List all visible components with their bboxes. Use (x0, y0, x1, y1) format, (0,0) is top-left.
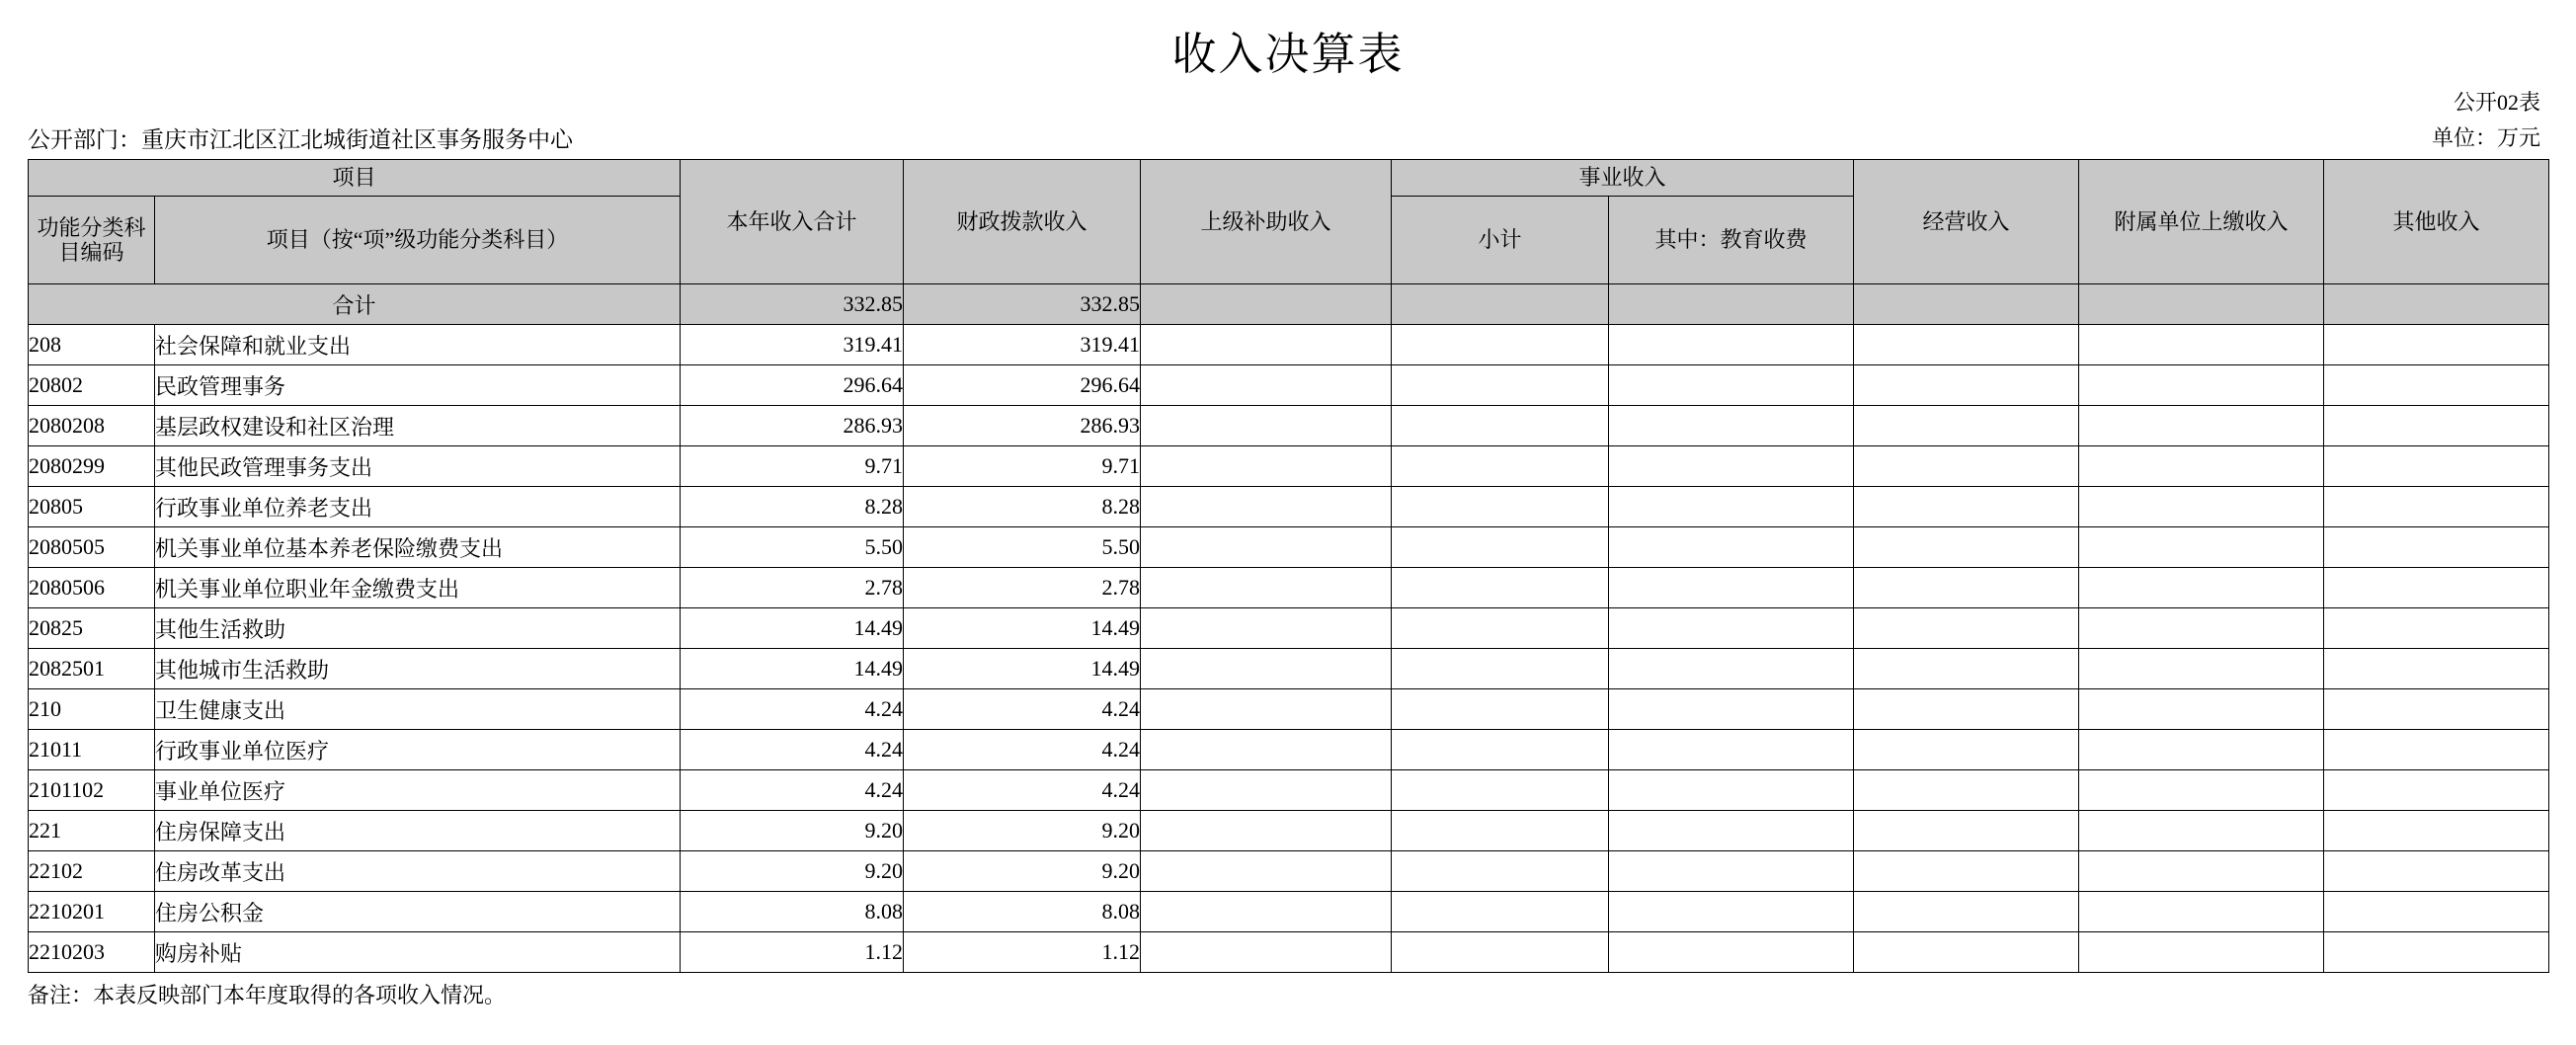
table-row (29, 608, 2549, 649)
header-business-income-group: 事业收入 (1392, 160, 1854, 197)
row-business-education-fee (1609, 892, 1854, 932)
row-other-income (2324, 932, 2549, 973)
table-row (29, 811, 2549, 851)
row-year-total: 2.78 (681, 568, 904, 608)
row-superior-subsidy (1141, 325, 1392, 365)
row-affiliated-unit-payment (2079, 568, 2324, 608)
row-fiscal-appropriation: 9.20 (904, 851, 1141, 892)
row-operating-income (1854, 730, 2079, 770)
row-year-total: 4.24 (681, 770, 904, 811)
row-item-name: 基层政权建设和社区治理 (155, 406, 681, 446)
row-year-total: 296.64 (681, 365, 904, 406)
row-year-total: 8.08 (681, 892, 904, 932)
row-year-total: 4.24 (681, 689, 904, 730)
row-fiscal-appropriation: 14.49 (904, 608, 1141, 649)
row-year-total: 9.20 (681, 811, 904, 851)
row-fiscal-appropriation: 4.24 (904, 770, 1141, 811)
row-operating-income (1854, 892, 2079, 932)
row-business-education-fee (1609, 365, 1854, 406)
row-item-name: 其他城市生活救助 (155, 649, 681, 689)
table-row (29, 649, 2549, 689)
page-title: 收入决算表 (1171, 30, 1405, 79)
row-operating-income (1854, 932, 2079, 973)
unit-line: 单位：万元 (2431, 125, 2540, 150)
table-row (29, 892, 2549, 932)
table-row (29, 406, 2549, 446)
row-item-name: 其他民政管理事务支出 (155, 446, 681, 487)
row-business-education-fee (1609, 689, 1854, 730)
row-year-total: 319.41 (681, 325, 904, 365)
row-function-code: 2101102 (29, 770, 155, 811)
row-function-code: 20825 (29, 608, 155, 649)
row-function-code: 22102 (29, 851, 155, 892)
row-function-code: 2082501 (29, 649, 155, 689)
income-final-accounts-table (28, 159, 2549, 973)
header-business-subtotal: 小计 (1392, 197, 1609, 284)
row-fiscal-appropriation: 8.28 (904, 487, 1141, 527)
row-superior-subsidy (1141, 487, 1392, 527)
table-row (29, 446, 2549, 487)
row-operating-income (1854, 487, 2079, 527)
row-affiliated-unit-payment (2079, 892, 2324, 932)
header-other-income: 其他收入 (2324, 160, 2549, 284)
total-business-subtotal (1392, 284, 1609, 325)
table-row (29, 851, 2549, 892)
row-item-name: 其他生活救助 (155, 608, 681, 649)
row-business-education-fee (1609, 406, 1854, 446)
row-business-subtotal (1392, 689, 1609, 730)
row-year-total: 9.20 (681, 851, 904, 892)
row-other-income (2324, 365, 2549, 406)
row-item-name: 住房公积金 (155, 892, 681, 932)
row-operating-income (1854, 325, 2079, 365)
row-item-name: 机关事业单位基本养老保险缴费支出 (155, 527, 681, 568)
row-other-income (2324, 811, 2549, 851)
row-business-education-fee (1609, 446, 1854, 487)
row-operating-income (1854, 851, 2079, 892)
row-business-subtotal (1392, 649, 1609, 689)
row-business-education-fee (1609, 649, 1854, 689)
row-other-income (2324, 487, 2549, 527)
table-row (29, 527, 2549, 568)
row-fiscal-appropriation: 286.93 (904, 406, 1141, 446)
row-business-subtotal (1392, 487, 1609, 527)
row-item-name: 住房改革支出 (155, 851, 681, 892)
row-fiscal-appropriation: 9.71 (904, 446, 1141, 487)
row-business-subtotal (1392, 365, 1609, 406)
row-function-code: 2210203 (29, 932, 155, 973)
row-item-name: 事业单位医疗 (155, 770, 681, 811)
row-year-total: 8.28 (681, 487, 904, 527)
row-business-subtotal (1392, 932, 1609, 973)
header-item-group: 项目 (29, 160, 681, 197)
row-superior-subsidy (1141, 730, 1392, 770)
row-other-income (2324, 325, 2549, 365)
row-business-education-fee (1609, 487, 1854, 527)
row-superior-subsidy (1141, 851, 1392, 892)
page (0, 18, 2576, 1045)
form-number: 公开02表 (2453, 90, 2540, 115)
row-superior-subsidy (1141, 365, 1392, 406)
table-row (29, 770, 2549, 811)
row-year-total: 9.71 (681, 446, 904, 487)
header-year-total: 本年收入合计 (681, 160, 904, 284)
department-line: 公开部门：重庆市江北区江北城街道社区事务服务中心 (28, 127, 573, 152)
row-fiscal-appropriation: 4.24 (904, 730, 1141, 770)
row-affiliated-unit-payment (2079, 365, 2324, 406)
row-operating-income (1854, 689, 2079, 730)
row-operating-income (1854, 446, 2079, 487)
row-business-education-fee (1609, 568, 1854, 608)
row-business-subtotal (1392, 527, 1609, 568)
row-function-code: 2210201 (29, 892, 155, 932)
footnote: 备注：本表反映部门本年度取得的各项收入情况。 (28, 983, 507, 1007)
row-other-income (2324, 527, 2549, 568)
row-other-income (2324, 892, 2549, 932)
row-other-income (2324, 689, 2549, 730)
table-header-row-1 (29, 160, 2549, 197)
row-business-education-fee (1609, 325, 1854, 365)
row-affiliated-unit-payment (2079, 649, 2324, 689)
row-other-income (2324, 568, 2549, 608)
row-other-income (2324, 730, 2549, 770)
table-row (29, 325, 2549, 365)
row-function-code: 2080299 (29, 446, 155, 487)
row-item-name: 民政管理事务 (155, 365, 681, 406)
row-business-subtotal (1392, 892, 1609, 932)
table-row (29, 730, 2549, 770)
row-superior-subsidy (1141, 649, 1392, 689)
row-affiliated-unit-payment (2079, 932, 2324, 973)
header-business-education-fee: 其中：教育收费 (1609, 197, 1854, 284)
row-business-education-fee (1609, 608, 1854, 649)
row-fiscal-appropriation: 14.49 (904, 649, 1141, 689)
row-business-education-fee (1609, 851, 1854, 892)
header-superior-subsidy: 上级补助收入 (1141, 160, 1392, 284)
total-row (29, 284, 2549, 325)
row-business-education-fee (1609, 730, 1854, 770)
total-affiliated-unit-payment (2079, 284, 2324, 325)
row-affiliated-unit-payment (2079, 770, 2324, 811)
row-affiliated-unit-payment (2079, 689, 2324, 730)
row-affiliated-unit-payment (2079, 851, 2324, 892)
meta-row (28, 121, 2548, 157)
row-function-code: 221 (29, 811, 155, 851)
row-business-subtotal (1392, 730, 1609, 770)
row-business-subtotal (1392, 325, 1609, 365)
row-item-name: 住房保障支出 (155, 811, 681, 851)
row-other-income (2324, 770, 2549, 811)
row-superior-subsidy (1141, 770, 1392, 811)
row-operating-income (1854, 649, 2079, 689)
total-superior-subsidy (1141, 284, 1392, 325)
row-operating-income (1854, 406, 2079, 446)
row-year-total: 1.12 (681, 932, 904, 973)
total-fiscal-appropriation: 332.85 (904, 284, 1141, 325)
row-operating-income (1854, 608, 2079, 649)
row-fiscal-appropriation: 2.78 (904, 568, 1141, 608)
header-affiliated-unit-payment: 附属单位上缴收入 (2079, 160, 2324, 284)
row-other-income (2324, 406, 2549, 446)
row-function-code: 2080506 (29, 568, 155, 608)
header-fiscal-appropriation: 财政拨款收入 (904, 160, 1141, 284)
row-business-subtotal (1392, 446, 1609, 487)
table-row (29, 932, 2549, 973)
row-superior-subsidy (1141, 608, 1392, 649)
table-row (29, 365, 2549, 406)
row-fiscal-appropriation: 1.12 (904, 932, 1141, 973)
row-business-subtotal (1392, 568, 1609, 608)
row-business-subtotal (1392, 811, 1609, 851)
row-operating-income (1854, 811, 2079, 851)
row-superior-subsidy (1141, 892, 1392, 932)
row-year-total: 4.24 (681, 730, 904, 770)
row-function-code: 210 (29, 689, 155, 730)
header-function-code: 功能分类科目编码 (29, 197, 155, 284)
row-superior-subsidy (1141, 689, 1392, 730)
row-business-subtotal (1392, 770, 1609, 811)
row-item-name: 行政事业单位养老支出 (155, 487, 681, 527)
total-label: 合计 (29, 284, 681, 325)
row-affiliated-unit-payment (2079, 730, 2324, 770)
row-fiscal-appropriation: 8.08 (904, 892, 1141, 932)
total-other-income (2324, 284, 2549, 325)
row-item-name: 购房补贴 (155, 932, 681, 973)
row-affiliated-unit-payment (2079, 811, 2324, 851)
row-business-education-fee (1609, 770, 1854, 811)
row-affiliated-unit-payment (2079, 527, 2324, 568)
row-item-name: 行政事业单位医疗 (155, 730, 681, 770)
table-row (29, 568, 2549, 608)
row-year-total: 5.50 (681, 527, 904, 568)
row-operating-income (1854, 365, 2079, 406)
row-fiscal-appropriation: 296.64 (904, 365, 1141, 406)
row-affiliated-unit-payment (2079, 406, 2324, 446)
row-function-code: 2080505 (29, 527, 155, 568)
row-fiscal-appropriation: 5.50 (904, 527, 1141, 568)
row-affiliated-unit-payment (2079, 487, 2324, 527)
row-business-subtotal (1392, 406, 1609, 446)
row-superior-subsidy (1141, 406, 1392, 446)
row-business-subtotal (1392, 851, 1609, 892)
row-item-name: 社会保障和就业支出 (155, 325, 681, 365)
header-operating-income: 经营收入 (1854, 160, 2079, 284)
row-function-code: 20805 (29, 487, 155, 527)
row-superior-subsidy (1141, 811, 1392, 851)
row-superior-subsidy (1141, 568, 1392, 608)
row-other-income (2324, 851, 2549, 892)
header-item-name: 项目（按“项”级功能分类科目） (155, 197, 681, 284)
row-year-total: 286.93 (681, 406, 904, 446)
row-function-code: 20802 (29, 365, 155, 406)
row-business-education-fee (1609, 527, 1854, 568)
total-business-education-fee (1609, 284, 1854, 325)
row-item-name: 卫生健康支出 (155, 689, 681, 730)
row-operating-income (1854, 770, 2079, 811)
table-row (29, 689, 2549, 730)
total-year-total: 332.85 (681, 284, 904, 325)
row-year-total: 14.49 (681, 608, 904, 649)
row-affiliated-unit-payment (2079, 325, 2324, 365)
row-operating-income (1854, 568, 2079, 608)
row-other-income (2324, 446, 2549, 487)
row-business-subtotal (1392, 608, 1609, 649)
row-other-income (2324, 608, 2549, 649)
row-item-name: 机关事业单位职业年金缴费支出 (155, 568, 681, 608)
row-superior-subsidy (1141, 527, 1392, 568)
row-fiscal-appropriation: 9.20 (904, 811, 1141, 851)
row-fiscal-appropriation: 319.41 (904, 325, 1141, 365)
total-operating-income (1854, 284, 2079, 325)
row-fiscal-appropriation: 4.24 (904, 689, 1141, 730)
row-function-code: 2080208 (29, 406, 155, 446)
row-superior-subsidy (1141, 932, 1392, 973)
row-business-education-fee (1609, 932, 1854, 973)
row-function-code: 21011 (29, 730, 155, 770)
form-number-row (28, 88, 2548, 121)
row-other-income (2324, 649, 2549, 689)
row-business-education-fee (1609, 811, 1854, 851)
table-body (29, 284, 2549, 973)
table-row (29, 487, 2549, 527)
row-affiliated-unit-payment (2079, 446, 2324, 487)
row-function-code: 208 (29, 325, 155, 365)
row-superior-subsidy (1141, 446, 1392, 487)
row-year-total: 14.49 (681, 649, 904, 689)
row-operating-income (1854, 527, 2079, 568)
row-affiliated-unit-payment (2079, 608, 2324, 649)
